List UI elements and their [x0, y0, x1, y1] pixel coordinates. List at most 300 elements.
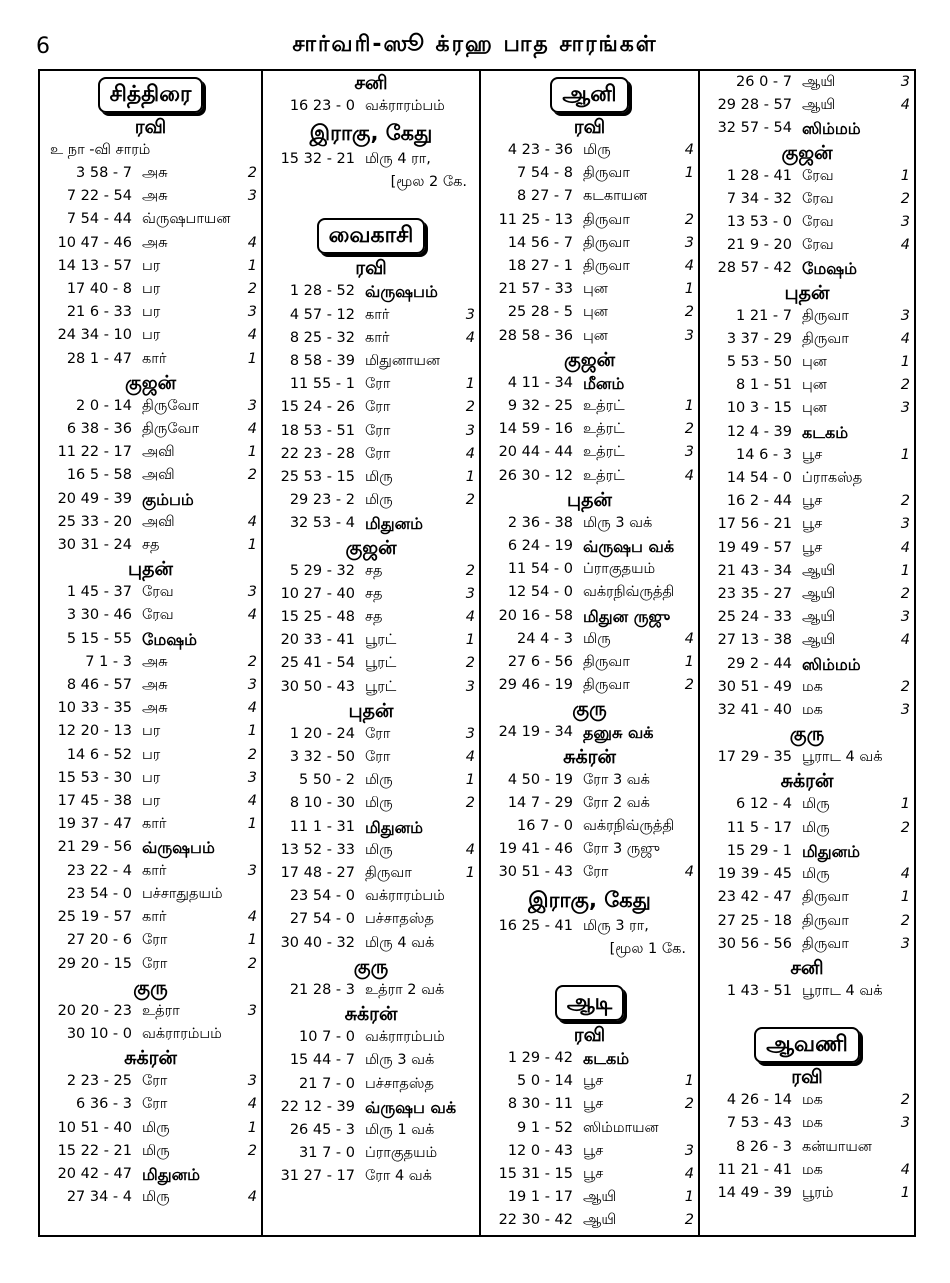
table-row [485, 674, 694, 697]
star-label: ஆயி [802, 609, 836, 626]
star-label: பூச [802, 539, 823, 556]
time-value: 14 13 - 57 [57, 257, 132, 274]
time-value: 19 41 - 46 [498, 841, 573, 858]
star-label: ரேவ [802, 237, 834, 254]
star-label: ஆயி [802, 632, 836, 649]
spacer [704, 1003, 910, 1021]
time-value: 11 54 - 0 [507, 561, 573, 578]
table-row [44, 906, 257, 929]
planet-heading: ரவி [134, 116, 167, 138]
star-label: ரேவ [142, 584, 174, 601]
time-value: 11 25 - 13 [498, 211, 573, 228]
star-label: மக [802, 1092, 823, 1109]
time-value: 25 53 - 15 [280, 469, 355, 486]
pada-number: 3 [247, 769, 257, 786]
pada-number: 4 [900, 1161, 910, 1178]
time-value: 5 50 - 2 [299, 772, 355, 789]
time-value: 29 20 - 15 [57, 955, 132, 972]
table-row [485, 278, 694, 301]
pada-number [896, 653, 910, 676]
pada-number: 2 [900, 586, 910, 603]
time-value: 29 28 - 57 [717, 97, 792, 114]
table-row [44, 1163, 257, 1186]
pada-number: 4 [247, 327, 257, 344]
star-label: புன [802, 377, 827, 394]
time-value: 25 41 - 54 [280, 655, 355, 672]
time-value: 29 46 - 19 [498, 677, 573, 694]
pada-number: 2 [900, 493, 910, 510]
star-label: மிரு [142, 1119, 170, 1136]
pada-number: 2 [247, 653, 257, 670]
time-value: 25 19 - 57 [57, 909, 132, 926]
table-row [267, 420, 475, 443]
star-label: திருவா [583, 677, 630, 694]
table-row [485, 185, 694, 208]
time-value: 24 4 - 3 [517, 630, 573, 647]
planet-heading: ரவி [573, 116, 606, 138]
pada-number: 2 [247, 467, 257, 484]
table-row [485, 1163, 694, 1186]
star-label: மிரு [365, 469, 393, 486]
star-label: பர [142, 746, 161, 763]
star-label: கன்யாயன [802, 1138, 872, 1155]
time-value: 12 20 - 13 [57, 723, 132, 740]
planet-heading: குஜன் [781, 141, 833, 164]
table-row [267, 885, 475, 908]
table-row [44, 860, 257, 883]
pada-number: 3 [465, 306, 475, 323]
time-value: 21 29 - 56 [57, 839, 132, 856]
pada-number: 4 [465, 749, 475, 766]
table-row [704, 583, 910, 606]
pada-number [461, 932, 475, 955]
time-value: 30 51 - 49 [717, 678, 792, 695]
pada-number: 1 [247, 350, 257, 367]
pada-number [896, 746, 910, 769]
star-label: ரோ 2 வக் [583, 794, 650, 811]
month-heading: வைகாசி [317, 218, 426, 254]
star-label: திருவோ [142, 421, 200, 438]
time-value: 17 45 - 38 [57, 793, 132, 810]
pada-number [896, 467, 910, 490]
pada-number: 1 [684, 398, 694, 415]
table-row [44, 720, 257, 743]
star-label: கார் [142, 350, 167, 367]
time-value: 6 24 - 19 [507, 538, 573, 555]
table-row [485, 558, 694, 581]
pada-number [896, 257, 910, 280]
time-value: 15 22 - 21 [57, 1142, 132, 1159]
star-label: ரோ 3 ருஜு [583, 841, 660, 858]
table-row [485, 838, 694, 861]
time-value: 14 54 - 0 [726, 470, 792, 487]
pada-number [680, 185, 694, 208]
table-row [267, 327, 475, 350]
star-label: பர [142, 793, 161, 810]
time-value: 2 36 - 38 [507, 514, 573, 531]
star-label: அவி [142, 444, 175, 461]
pada-number: 3 [684, 444, 694, 461]
table-row [44, 836, 257, 859]
time-value: 4 11 - 34 [507, 374, 573, 391]
table-row [704, 211, 910, 234]
table-row [485, 301, 694, 324]
time-value: 28 58 - 36 [498, 327, 573, 344]
pada-number: 1 [247, 257, 257, 274]
time-value: 10 47 - 46 [57, 234, 132, 251]
pada-number [680, 815, 694, 838]
star-label: பூரம் [802, 1184, 834, 1201]
star-label: புன [583, 304, 608, 321]
star-label: புன [583, 281, 608, 298]
star-label: பூராட 4 வக் [802, 749, 883, 766]
table-row [44, 278, 257, 301]
pada-number: 1 [684, 281, 694, 298]
pada-number: 3 [247, 584, 257, 601]
pada-number [896, 980, 910, 1003]
table-row [485, 1209, 694, 1232]
pada-number: 3 [900, 400, 910, 417]
star-label: திருவா [583, 211, 630, 228]
table-row [704, 117, 910, 140]
pada-number [680, 915, 694, 938]
star-label: வக்ராரம்பம் [365, 1029, 445, 1046]
time-value: 10 33 - 35 [57, 700, 132, 717]
table-row [267, 908, 475, 931]
planet-heading: குஜன் [563, 348, 616, 371]
star-label: ரோ 4 வக் [365, 1168, 432, 1185]
table-row [267, 95, 475, 118]
star-label: திருவா [802, 889, 849, 906]
time-value: 5 0 - 14 [517, 1073, 573, 1090]
table-row [485, 395, 694, 418]
star-label: மிரு [802, 796, 830, 813]
time-value: 14 49 - 39 [717, 1184, 792, 1201]
pada-number: 3 [247, 1073, 257, 1090]
table-row [485, 1093, 694, 1116]
time-value: 2 23 - 25 [66, 1073, 132, 1090]
pada-number [680, 838, 694, 861]
pada-number: 4 [900, 539, 910, 556]
pada-number [680, 512, 694, 535]
pada-number: 4 [247, 700, 257, 717]
star-label: மிரு 4 வக் [365, 934, 435, 951]
pada-number: 2 [247, 281, 257, 298]
pada-number [461, 350, 475, 373]
time-value: 30 50 - 43 [280, 678, 355, 695]
pada-number [243, 883, 257, 906]
star-label: மிரு 3 வக் [583, 514, 653, 531]
star-label: ஆயி [583, 1212, 617, 1229]
table-row [704, 305, 910, 328]
star-label: மிரு [802, 819, 830, 836]
star-label: உத்ரா [142, 1002, 180, 1019]
table-row [267, 839, 475, 862]
time-value: 28 57 - 42 [717, 260, 792, 277]
pada-number [461, 1096, 475, 1119]
table-row [44, 674, 257, 697]
time-value: 7 54 - 44 [66, 211, 132, 228]
table-row [704, 863, 910, 886]
time-value: 20 33 - 41 [280, 632, 355, 649]
table-row [485, 605, 694, 628]
planet-heading: சனி [354, 72, 388, 94]
star-label: வ்ருஷப வக் [365, 1097, 457, 1117]
table-row [485, 1047, 694, 1070]
pada-number [461, 1049, 475, 1072]
time-value: 30 51 - 43 [498, 864, 573, 881]
table-row [704, 793, 910, 816]
time-value: 27 6 - 56 [507, 654, 573, 671]
pada-number: 1 [465, 376, 475, 393]
pada-number [461, 908, 475, 931]
time-value: 10 3 - 15 [726, 400, 792, 417]
table-row [267, 512, 475, 535]
time-value: 8 26 - 3 [736, 1138, 792, 1155]
table-row [704, 560, 910, 583]
time-value: 27 13 - 38 [717, 632, 792, 649]
table-row [485, 232, 694, 255]
table-row [44, 511, 257, 534]
table-row [44, 697, 257, 720]
pada-number [680, 1117, 694, 1140]
star-label: மிரு 3 வக் [365, 1052, 435, 1069]
pada-number: 4 [247, 513, 257, 530]
pada-number: 1 [465, 469, 475, 486]
star-label: மிரு [142, 1189, 170, 1206]
star-label: மிதுன ருஜு [583, 606, 671, 626]
star-label: மக [802, 1161, 823, 1178]
time-value: 22 12 - 39 [280, 1098, 355, 1115]
spacer [485, 961, 694, 979]
time-value: 7 34 - 32 [726, 190, 792, 207]
pada-number: 3 [247, 397, 257, 414]
time-value: 2 0 - 14 [76, 397, 132, 414]
time-value: 23 54 - 0 [289, 888, 355, 905]
table-row [704, 1159, 910, 1182]
pada-number: 3 [684, 234, 694, 251]
star-label: பூச [583, 1096, 604, 1113]
star-label: வக்ரநிவ்ருத்தி [583, 818, 675, 835]
star-label: பர [142, 281, 161, 298]
pada-number [680, 605, 694, 628]
table-row [485, 162, 694, 185]
table-row [267, 1119, 475, 1142]
pada-number [896, 421, 910, 444]
pada-number: 1 [684, 1073, 694, 1090]
pada-number [461, 1073, 475, 1096]
star-label: பர [142, 769, 161, 786]
table-row [44, 162, 257, 185]
star-label: திருவோ [142, 397, 200, 414]
table-row [267, 396, 475, 419]
table-row [267, 350, 475, 373]
time-value: 27 54 - 0 [289, 911, 355, 928]
table-row [44, 185, 257, 208]
planet-heading: புதன் [348, 699, 394, 722]
table-row [704, 653, 910, 676]
star-label: ஸிம்மம் [802, 119, 861, 139]
time-value: 23 35 - 27 [717, 586, 792, 603]
pada-number: 3 [684, 1142, 694, 1159]
table-row [267, 979, 475, 1002]
time-value: 27 20 - 6 [66, 932, 132, 949]
pada-number: 1 [900, 889, 910, 906]
pada-number: 1 [465, 632, 475, 649]
pada-number: 2 [684, 1096, 694, 1113]
star-label: மக [802, 702, 823, 719]
table-row [44, 953, 257, 976]
table-row [704, 234, 910, 257]
time-value: 1 28 - 52 [289, 283, 355, 300]
pada-number [680, 769, 694, 792]
table-row [704, 328, 910, 351]
table-row [44, 301, 257, 324]
table-row [44, 534, 257, 557]
star-label: அசு [142, 234, 168, 251]
pada-number: 3 [900, 74, 910, 90]
time-value: 25 28 - 5 [507, 304, 573, 321]
time-value: 26 45 - 3 [289, 1121, 355, 1138]
pada-number: 4 [684, 630, 694, 647]
time-value: 30 10 - 0 [66, 1025, 132, 1042]
table-row [704, 840, 910, 863]
spacer [267, 194, 475, 212]
star-label: திருவா [802, 935, 849, 952]
star-label: மேஷம் [802, 259, 858, 279]
star-label: ரோ [365, 749, 391, 766]
table-row [44, 883, 257, 906]
star-label: பூச [802, 446, 823, 463]
time-value: 20 49 - 39 [57, 490, 132, 507]
month-heading: ஆடி [555, 985, 624, 1021]
star-label: வக்ரநிவ்ருத்தி [583, 584, 675, 601]
star-label: திருவா [802, 307, 849, 324]
star-label: கடகாயன [583, 188, 648, 205]
star-label: ரோ [365, 445, 391, 462]
time-value: 3 37 - 29 [726, 330, 792, 347]
table-row [44, 395, 257, 418]
time-value: 13 52 - 33 [280, 841, 355, 858]
table-row [485, 792, 694, 815]
time-value: 24 19 - 34 [498, 724, 573, 741]
star-label: புன [583, 327, 608, 344]
star-label: ரோ [365, 399, 391, 416]
time-value: 25 33 - 20 [57, 513, 132, 530]
planet-heading: சுக்ரன் [780, 770, 834, 793]
star-label: உத்ரட் [583, 421, 625, 438]
pada-number [461, 148, 475, 171]
pada-number [461, 95, 475, 118]
star-label: பூச [583, 1073, 604, 1090]
star-label: அசு [142, 165, 168, 181]
pada-number: 1 [900, 796, 910, 813]
table-row [267, 280, 475, 303]
time-value: 22 30 - 42 [498, 1212, 573, 1229]
table-row [44, 1117, 257, 1140]
table-row [267, 1165, 475, 1188]
pada-number: 2 [684, 304, 694, 321]
time-value: 1 29 - 42 [507, 1049, 573, 1066]
star-label: பர [142, 304, 161, 321]
star-label: ஆயி [802, 74, 836, 90]
planet-heading: ரவி [355, 257, 387, 280]
time-value: 11 1 - 31 [289, 818, 355, 835]
time-value: 10 27 - 40 [280, 585, 355, 602]
star-label: மிதுனம் [142, 1164, 201, 1184]
planet-heading: சுக்ரன் [344, 1003, 398, 1026]
table-row [44, 348, 257, 371]
table-row [704, 1136, 910, 1159]
table-row [485, 861, 694, 884]
star-label: சத [142, 537, 160, 554]
pada-number: 4 [900, 866, 910, 883]
time-value: 9 1 - 52 [517, 1119, 573, 1136]
table-row [267, 583, 475, 606]
pada-number: 4 [465, 609, 475, 626]
pada-number: 1 [247, 1119, 257, 1136]
table-row [267, 1096, 475, 1119]
month-heading: ஆவணி [754, 1027, 860, 1063]
time-value: 1 20 - 24 [289, 725, 355, 742]
table-row [267, 629, 475, 652]
table-row [704, 933, 910, 956]
pada-number [680, 792, 694, 815]
time-value: 32 53 - 4 [289, 515, 355, 532]
table-row [704, 910, 910, 933]
time-value: 3 32 - 50 [289, 749, 355, 766]
table-row [485, 769, 694, 792]
note-text: உ நா -வி சாரம் [50, 142, 151, 158]
table-row [704, 1112, 910, 1135]
star-label: பூச [802, 493, 823, 510]
table-row [267, 606, 475, 629]
table-row [267, 652, 475, 675]
time-value: 12 54 - 0 [507, 584, 573, 601]
table-row [44, 790, 257, 813]
table-row [44, 1000, 257, 1023]
time-value: 14 6 - 3 [736, 446, 792, 463]
pada-number [243, 836, 257, 859]
time-value: 6 36 - 3 [76, 1096, 132, 1113]
page-number: 6 [36, 34, 50, 59]
table-row [485, 1140, 694, 1163]
pada-number: 4 [247, 1189, 257, 1206]
time-value: 20 16 - 58 [498, 607, 573, 624]
star-label: வக்ராரம்பம் [142, 1025, 222, 1042]
table-row [267, 932, 475, 955]
table-row [44, 1070, 257, 1093]
time-value: 8 25 - 32 [289, 329, 355, 346]
pada-number [461, 1026, 475, 1049]
star-label: கார் [142, 862, 167, 879]
pada-number: 4 [247, 909, 257, 926]
star-label: மிரு [365, 492, 393, 509]
time-value: 19 37 - 47 [57, 816, 132, 833]
time-value: 15 53 - 30 [57, 769, 132, 786]
pada-number: 4 [465, 329, 475, 346]
star-label: மிரு [802, 866, 830, 883]
star-label: கும்பம் [142, 489, 194, 509]
table-row [704, 444, 910, 467]
planet-heading: குரு [789, 723, 825, 746]
star-label: ரோ [583, 864, 609, 881]
time-value: 18 53 - 51 [280, 422, 355, 439]
time-value: 30 56 - 56 [717, 935, 792, 952]
star-label: அசு [142, 700, 168, 717]
table-row [44, 1186, 257, 1209]
star-label: ஆயி [583, 1189, 617, 1206]
